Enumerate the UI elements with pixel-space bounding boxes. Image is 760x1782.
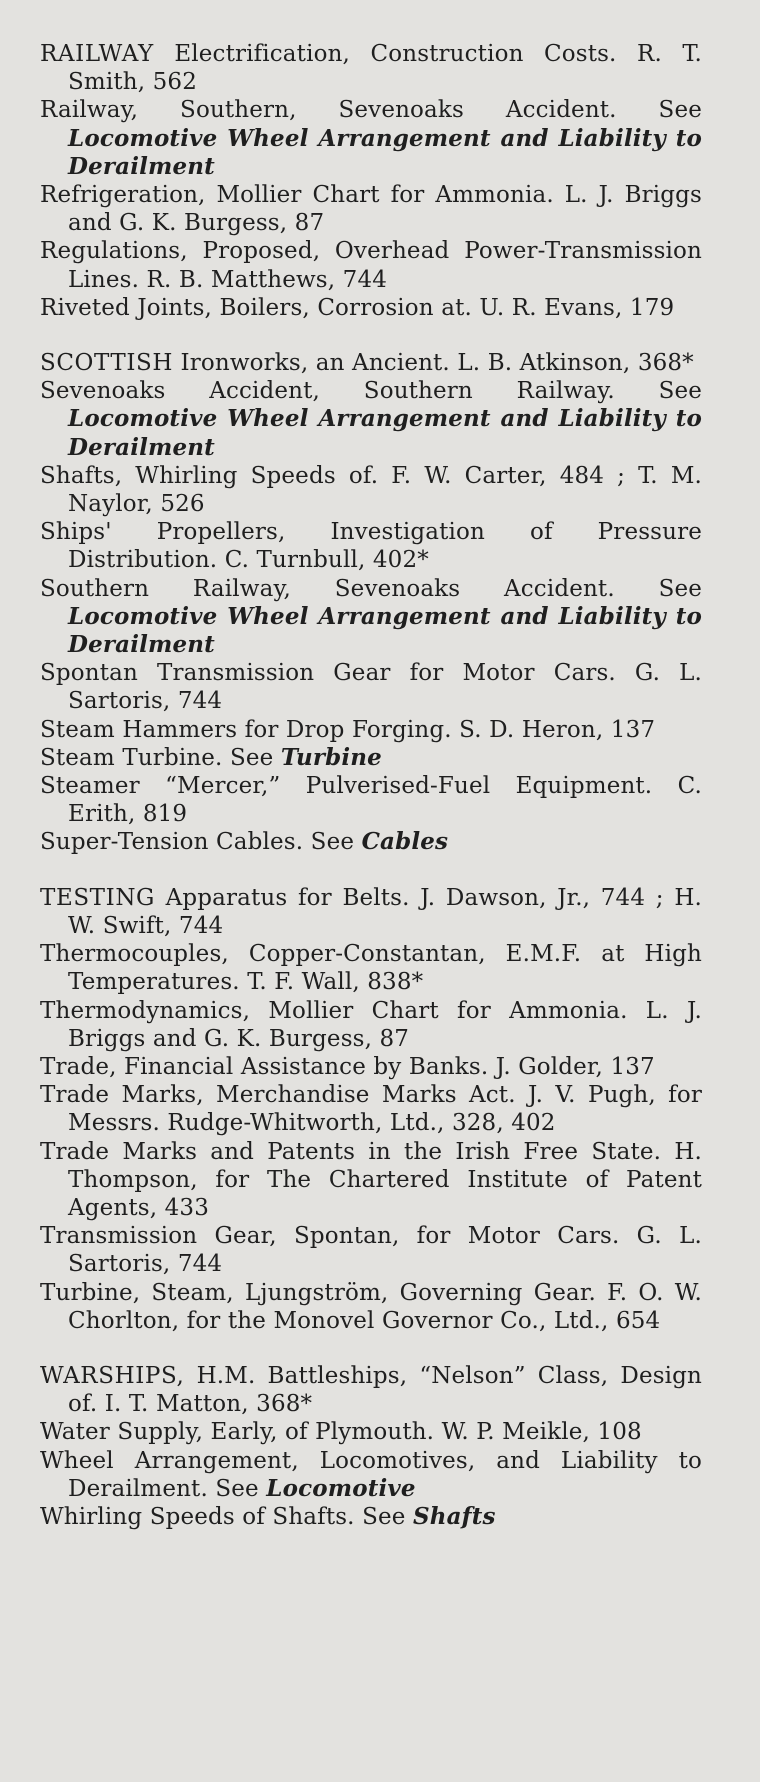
entry-text: Super-Tension Cables. See	[40, 829, 362, 856]
entry-text: Sevenoaks Accident, Southern Railway. See	[40, 378, 702, 405]
index-entry	[40, 884, 702, 940]
cross-reference: Shafts	[412, 1502, 496, 1530]
index-entry	[40, 1362, 702, 1418]
index-entry	[40, 744, 702, 772]
entry-text: Shafts, Whirling Speeds of. F. W. Carter, 484 ; T. M. Naylor, 526	[40, 462, 702, 518]
cross-reference: Locomotive Wheel Arrangement and Liability to Derailment	[68, 602, 702, 659]
index-entry	[40, 1053, 702, 1081]
cross-reference: Cables	[361, 828, 449, 856]
entry-text: Ships' Propellers, Investigation of Pressure Distribution. C. Turnbull, 402*	[40, 519, 702, 574]
index-entry	[40, 96, 702, 181]
entry-text: Wheel Arrangement, Locomotives, and Liability to Derailment. See	[40, 1447, 702, 1502]
entry-head: RAILWAY	[40, 41, 154, 67]
entry-head: TESTING	[40, 884, 156, 911]
entry-text: Transmission Gear, Spontan, for Motor Cars. G. L. Sartoris, 744	[40, 1223, 702, 1278]
entry-text: Trade Marks, Merchandise Marks Act. J. V. Pugh, for Messrs. Rudge-Whitworth, Ltd., 328, 402	[40, 1082, 702, 1137]
cross-reference: Turbine	[280, 743, 382, 771]
index-entry	[40, 940, 702, 996]
index-entry	[40, 575, 702, 660]
cross-reference: Locomotive	[266, 1474, 416, 1502]
cross-reference: Locomotive Wheel Arrangement and Liability to Derailment	[68, 124, 702, 180]
index-entry	[40, 1503, 702, 1531]
index-entry	[40, 40, 702, 96]
entry-text: H.M. Battleships, “Nelson” Class, Design of. I. T. Matton, 368*	[68, 1362, 702, 1418]
index-entry	[40, 377, 702, 462]
index-entry	[40, 716, 702, 744]
entry-text: Riveted Joints, Boilers, Corrosion at. U. R. Evans, 179	[40, 294, 675, 321]
entry-text: Trade Marks and Patents in the Irish Free State. H. Thompson, for The Chartered Institute of Patent Agents, 433	[40, 1138, 702, 1221]
entry-text: Steam Turbine. See	[40, 744, 281, 771]
entry-text: Regulations, Proposed, Overhead Power-Transmission Lines. R. B. Matthews, 744	[40, 238, 702, 293]
entry-head: WARSHIPS,	[40, 1362, 185, 1389]
entry-text: Railway, Southern, Sevenoaks Accident. See	[40, 97, 702, 124]
index-entry	[40, 828, 702, 856]
index-section-r	[40, 40, 702, 322]
entry-text: Southern Railway, Sevenoaks Accident. See	[40, 575, 702, 602]
cross-reference: Locomotive Wheel Arrangement and Liability to Derailment	[68, 405, 702, 461]
entry-text: Spontan Transmission Gear for Motor Cars. G. L. Sartoris, 744	[40, 660, 702, 715]
entry-text: Apparatus for Belts. J. Dawson, Jr., 744 ; H. W. Swift, 744	[68, 884, 702, 939]
entry-text: Steamer “Mercer,” Pulverised-Fuel Equipment. C. Erith, 819	[40, 773, 702, 828]
index-section-t	[40, 884, 702, 1335]
index-entry	[40, 181, 702, 237]
index-entry	[40, 1279, 702, 1335]
index-section-s	[40, 349, 702, 857]
index-entry	[40, 294, 702, 322]
index-entry	[40, 237, 702, 293]
index-entry	[40, 1418, 702, 1446]
index-entry	[40, 462, 702, 518]
entry-text: Steam Hammers for Drop Forging. S. D. Heron, 137	[40, 716, 656, 743]
entry-text: Water Supply, Early, of Plymouth. W. P. Meikle, 108	[40, 1419, 642, 1446]
entry-text: Trade, Financial Assistance by Banks. J. Golder, 137	[40, 1053, 655, 1080]
index-section-w	[40, 1362, 702, 1531]
index-entry	[40, 997, 702, 1053]
index-entry	[40, 1447, 702, 1503]
entry-text: Whirling Speeds of Shafts. See	[40, 1503, 413, 1530]
index-entry	[40, 659, 702, 715]
entry-text: Electrification, Construction Costs. R. T. Smith, 562	[68, 41, 702, 96]
entry-head: SCOTTISH	[40, 350, 174, 377]
entry-text: Refrigeration, Mollier Chart for Ammonia. L. J. Briggs and G. K. Burgess, 87	[40, 182, 702, 237]
entry-text: Thermodynamics, Mollier Chart for Ammonia. L. J. Briggs and G. K. Burgess, 87	[40, 997, 702, 1052]
index-entry	[40, 349, 702, 377]
entry-text: Ironworks, an Ancient. L. B. Atkinson, 368*	[173, 350, 694, 377]
entry-text: Turbine, Steam, Ljungström, Governing Gear. F. O. W. Chorlton, for the Monovel Governor Co., Ltd., 654	[40, 1279, 702, 1334]
index-entry	[40, 1081, 702, 1137]
index-entry	[40, 772, 702, 828]
index-entry	[40, 518, 702, 574]
index-entry	[40, 1222, 702, 1278]
entry-text: Thermocouples, Copper-Constantan, E.M.F. at High Temperatures. T. F. Wall, 838*	[40, 941, 702, 996]
index-entry	[40, 1138, 702, 1223]
